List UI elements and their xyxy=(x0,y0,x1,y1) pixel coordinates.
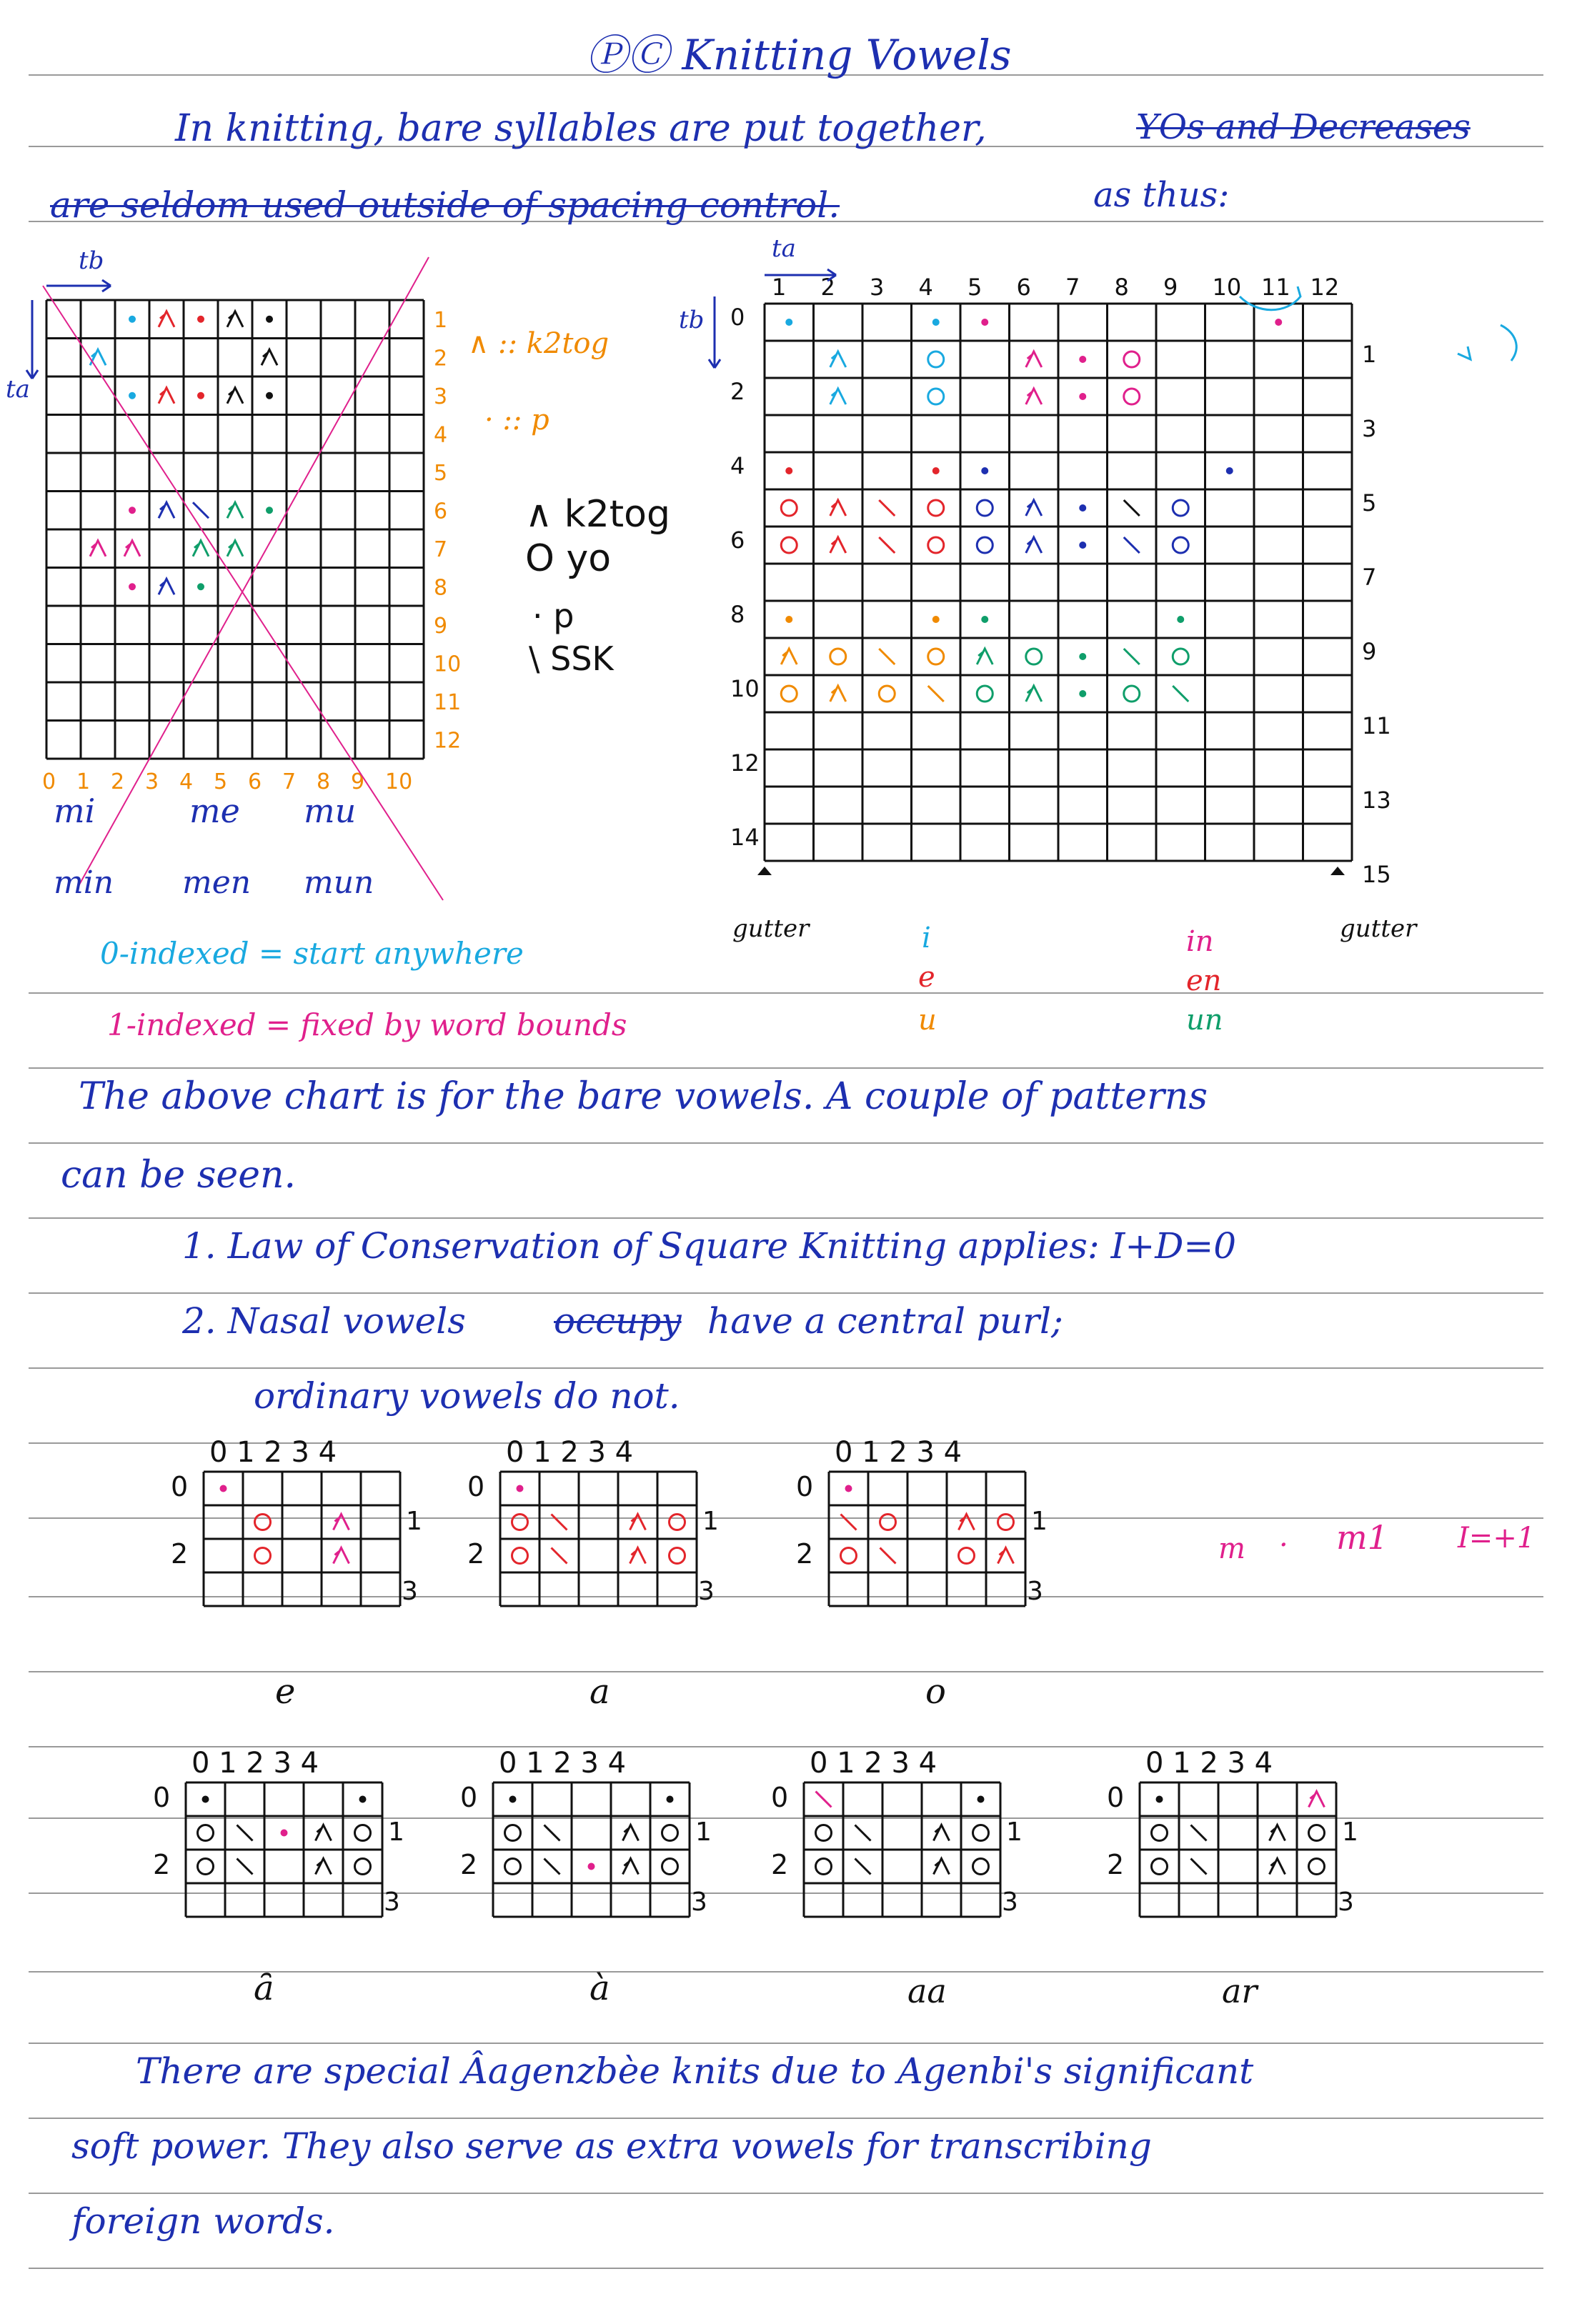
purl-dot xyxy=(509,1796,517,1803)
small-chart-row-number: 6 xyxy=(434,499,448,524)
legend-p: · p xyxy=(532,597,574,635)
small-chart-col-number: 9 xyxy=(351,769,365,794)
m-note-dot: · xyxy=(1279,1529,1288,1562)
yo-circle xyxy=(1152,1859,1168,1875)
k2tog-mark xyxy=(1309,1792,1325,1807)
yo-circle xyxy=(512,1548,528,1564)
yo-circle xyxy=(959,1548,975,1564)
para1-item2-struck: occupy xyxy=(554,1300,682,1342)
big-chart-left-number: 6 xyxy=(730,527,745,554)
yo-circle xyxy=(816,1859,832,1875)
small-chart-row-number: 10 xyxy=(434,652,462,677)
k2tog-mark xyxy=(623,1825,639,1841)
mini-chart-a-circumflex-row-1: 1 xyxy=(388,1817,404,1847)
purl-dot xyxy=(845,1485,852,1492)
vowel-key-e: e xyxy=(918,961,935,994)
k2tog-mark xyxy=(934,1825,950,1841)
big-chart-left-number: 8 xyxy=(730,601,745,628)
para1-item1: 1. Law of Conservation of Square Knitting applies: I+D=0 xyxy=(182,1225,1237,1267)
small-chart-row-number: 3 xyxy=(434,384,448,409)
big-chart-col-number: 8 xyxy=(1114,274,1129,301)
mini-chart-o-row-1: 1 xyxy=(1031,1507,1048,1536)
small-chart-col-number: 1 xyxy=(76,769,91,794)
small-chart-col-number: 2 xyxy=(111,769,125,794)
purl-dot xyxy=(588,1863,595,1870)
ssk-mark xyxy=(880,1548,896,1564)
para2-line1: There are special Âagenzbèe knits due to Agenbi's significant xyxy=(136,2050,1254,2092)
mini-chart-a-grave-row-3: 3 xyxy=(691,1887,707,1917)
k2tog-mark xyxy=(623,1859,639,1875)
mini-chart-a-row-3: 3 xyxy=(698,1577,715,1606)
mini-chart-ar-row-3: 3 xyxy=(1338,1887,1354,1917)
ssk-mark xyxy=(552,1515,567,1530)
syllable-min: min xyxy=(54,864,114,901)
ssk-mark xyxy=(855,1825,871,1841)
big-chart-right-number: 3 xyxy=(1362,415,1377,442)
big-chart-right-number: 13 xyxy=(1362,787,1391,814)
para2-line2: soft power. They also serve as extra vowels for transcribing xyxy=(71,2125,1152,2167)
k2tog-mark xyxy=(1270,1825,1285,1841)
small-chart-col-number: 5 xyxy=(214,769,228,794)
mini-chart-a-grave-row-2: 2 xyxy=(460,1849,478,1880)
small-chart-col-number: 0 xyxy=(42,769,56,794)
small-chart-col-number: 4 xyxy=(179,769,194,794)
yo-circle xyxy=(198,1859,214,1875)
yo-circle xyxy=(973,1859,989,1875)
small-chart-row-number: 9 xyxy=(434,614,448,639)
small-chart-row-number: 11 xyxy=(434,690,462,715)
yo-circle xyxy=(998,1515,1014,1530)
page-title: ⓅⒸ Knitting Vowels xyxy=(586,31,1012,79)
syllable-men: men xyxy=(182,864,252,901)
big-chart-right-number: 15 xyxy=(1362,861,1391,888)
big-chart-left-number: 0 xyxy=(730,304,745,331)
intro-line-1: In knitting, bare syllables are put together, xyxy=(175,107,987,150)
mini-chart-a-grave-row-1: 1 xyxy=(695,1817,712,1847)
big-chart-col-number: 10 xyxy=(1212,274,1242,301)
ssk-mark xyxy=(1191,1859,1207,1875)
mini-chart-a-row-2: 2 xyxy=(467,1538,485,1570)
small-chart-col-number: 3 xyxy=(145,769,159,794)
big-chart-left-number: 10 xyxy=(730,675,760,702)
mini-chart-aa-row-3: 3 xyxy=(1002,1887,1018,1917)
purl-dot xyxy=(667,1796,674,1803)
purl-dot xyxy=(977,1796,985,1803)
small-chart-row-number: 12 xyxy=(434,728,462,754)
k2tog-mark xyxy=(959,1515,975,1530)
legend-k2tog-orange: ∧ :: k2tog xyxy=(468,327,610,360)
ssk-mark xyxy=(1191,1825,1207,1841)
big-chart-col-number: 6 xyxy=(1016,274,1031,301)
small-chart-row-number: 2 xyxy=(434,346,448,371)
big-chart-left-number: 12 xyxy=(730,749,760,777)
ssk-mark xyxy=(855,1859,871,1875)
mini-chart-aa-row-0: 0 xyxy=(771,1782,789,1813)
intro-line-2-insert: as thus: xyxy=(1093,175,1230,215)
mini-chart-a-row-0: 0 xyxy=(467,1471,485,1502)
big-chart-col-number: 2 xyxy=(820,274,835,301)
mini-chart-a-circumflex-col-numbers: 0 1 2 3 4 xyxy=(191,1747,319,1780)
vowel-key-en: en xyxy=(1186,964,1222,997)
yo-circle xyxy=(662,1859,678,1875)
small-chart-row-number: 8 xyxy=(434,575,448,601)
small-chart-row-number: 4 xyxy=(434,422,448,448)
vowel-key-i: i xyxy=(922,922,931,954)
yo-circle xyxy=(198,1825,214,1841)
small-chart-col-number: 8 xyxy=(317,769,331,794)
purl-dot xyxy=(281,1830,288,1837)
legend-ssk: \ SSK xyxy=(529,639,614,678)
mini-chart-a-grave-row-0: 0 xyxy=(460,1782,478,1813)
label-a-circumflex: ȃ xyxy=(254,1968,274,2008)
mini-chart-o-row-0: 0 xyxy=(796,1471,814,1502)
mini-chart-aa-row-2: 2 xyxy=(771,1849,789,1880)
yo-circle xyxy=(841,1548,857,1564)
mini-chart-e-col-numbers: 0 1 2 3 4 xyxy=(209,1436,337,1469)
mini-chart-a-row-1: 1 xyxy=(702,1507,719,1536)
label-o: o xyxy=(925,1672,946,1712)
mini-chart-ar-row-1: 1 xyxy=(1342,1817,1358,1847)
para1-item3: ordinary vowels do not. xyxy=(254,1375,680,1417)
big-chart-right-number: 1 xyxy=(1362,341,1377,368)
yo-circle xyxy=(662,1825,678,1841)
purl-dot xyxy=(517,1485,524,1492)
yo-circle xyxy=(505,1825,521,1841)
mini-chart-ar-col-numbers: 0 1 2 3 4 xyxy=(1145,1747,1273,1780)
syllable-mu: mu xyxy=(304,792,357,830)
mini-chart-e-row-0: 0 xyxy=(171,1471,189,1502)
big-chart-col-number: 12 xyxy=(1310,274,1340,301)
ssk-mark xyxy=(841,1515,857,1530)
yo-circle xyxy=(1152,1825,1168,1841)
big-chart-left-number: 4 xyxy=(730,452,745,479)
mini-chart-o-row-3: 3 xyxy=(1027,1577,1043,1606)
small-chart-row-number: 1 xyxy=(434,308,448,333)
yo-circle xyxy=(880,1515,896,1530)
intro-line-2-struck: are seldom used outside of spacing control. xyxy=(50,184,840,226)
yo-circle xyxy=(816,1825,832,1841)
ssk-mark xyxy=(544,1859,560,1875)
k2tog-mark xyxy=(316,1859,332,1875)
big-chart-right-number: 7 xyxy=(1362,564,1377,591)
k2tog-mark xyxy=(934,1859,950,1875)
zero-indexed-note: 0-indexed = start anywhere xyxy=(100,936,524,971)
big-chart-right-number: 5 xyxy=(1362,489,1377,517)
mini-chart-e-row-2: 2 xyxy=(171,1538,189,1570)
purl-dot xyxy=(1156,1796,1163,1803)
yo-circle xyxy=(255,1515,271,1530)
gutter-label-right: gutter xyxy=(1340,914,1417,943)
small-chart-col-number: 10 xyxy=(385,769,413,794)
big-chart-col-number: 3 xyxy=(870,274,885,301)
mini-chart-aa-col-numbers: 0 1 2 3 4 xyxy=(810,1747,937,1780)
k2tog-mark xyxy=(334,1515,349,1530)
small-chart-axis-ta: ta xyxy=(6,375,30,404)
k2tog-mark xyxy=(334,1548,349,1564)
mini-chart-a-circumflex-row-2: 2 xyxy=(153,1849,171,1880)
yo-circle xyxy=(512,1515,528,1530)
big-chart-col-number: 4 xyxy=(918,274,933,301)
mini-chart-a-circumflex-row-0: 0 xyxy=(153,1782,171,1813)
yo-circle xyxy=(355,1859,371,1875)
yo-circle xyxy=(355,1825,371,1841)
mini-chart-aa-row-1: 1 xyxy=(1006,1817,1023,1847)
purl-dot xyxy=(202,1796,209,1803)
m-note-inc: I=+1 xyxy=(1458,1522,1536,1555)
k2tog-mark xyxy=(316,1825,332,1841)
mini-chart-a-grave-col-numbers: 0 1 2 3 4 xyxy=(499,1747,627,1780)
small-chart-axis-tb: tb xyxy=(79,246,104,275)
legend-k2tog: ∧ k2tog xyxy=(525,493,670,536)
one-indexed-note: 1-indexed = fixed by word bounds xyxy=(107,1007,627,1042)
big-chart-col-number: 1 xyxy=(772,274,787,301)
small-chart-col-number: 7 xyxy=(282,769,297,794)
para1-item2-a: 2. Nasal vowels xyxy=(182,1300,466,1342)
para1-line1: The above chart is for the bare vowels. A couple of patterns xyxy=(79,1075,1208,1118)
ssk-mark xyxy=(552,1548,567,1564)
para1-line2: can be seen. xyxy=(61,1154,296,1197)
yo-circle xyxy=(670,1515,685,1530)
purl-dot xyxy=(220,1485,227,1492)
label-e: e xyxy=(275,1672,296,1712)
yo-circle xyxy=(505,1859,521,1875)
vowel-key-in: in xyxy=(1186,925,1214,958)
k2tog-mark xyxy=(1270,1859,1285,1875)
small-chart-row-number: 5 xyxy=(434,461,448,486)
mini-chart-ar-row-0: 0 xyxy=(1107,1782,1125,1813)
mini-chart-e-row-3: 3 xyxy=(402,1577,418,1606)
intro-line-1-struck: YOs and Decreases xyxy=(1136,107,1471,147)
yo-circle xyxy=(973,1825,989,1841)
big-chart-right-number: 9 xyxy=(1362,638,1377,665)
big-chart-right-number: 11 xyxy=(1362,712,1391,739)
yo-circle xyxy=(670,1548,685,1564)
k2tog-mark xyxy=(998,1548,1014,1564)
syllable-mun: mun xyxy=(304,864,374,901)
gutter-label-left: gutter xyxy=(732,914,810,943)
mini-chart-a-col-numbers: 0 1 2 3 4 xyxy=(506,1436,634,1469)
purl-dot xyxy=(359,1796,367,1803)
label-a-grave: à xyxy=(590,1968,610,2008)
big-chart-axis-tb: tb xyxy=(679,306,705,334)
para2-line3: foreign words. xyxy=(71,2200,335,2242)
label-aa: aa xyxy=(907,1972,947,2010)
legend-yo: O yo xyxy=(525,537,612,580)
big-chart-col-number: 11 xyxy=(1261,274,1290,301)
label-a: a xyxy=(590,1672,610,1712)
small-chart-col-number: 6 xyxy=(248,769,262,794)
mini-chart-o-col-numbers: 0 1 2 3 4 xyxy=(835,1436,962,1469)
label-ar: ar xyxy=(1222,1972,1258,2010)
yo-circle xyxy=(255,1548,271,1564)
big-chart-left-number: 14 xyxy=(730,824,760,851)
m-note-m1: m1 xyxy=(1336,1518,1388,1557)
vowel-key-un: un xyxy=(1186,1004,1223,1037)
big-chart-col-number: 5 xyxy=(967,274,983,301)
big-chart-left-number: 2 xyxy=(730,378,745,405)
k2tog-mark xyxy=(630,1515,646,1530)
syllable-me: me xyxy=(189,792,240,830)
ssk-mark xyxy=(544,1825,560,1841)
mini-chart-a-circumflex-row-3: 3 xyxy=(384,1887,400,1917)
vowel-key-u: u xyxy=(918,1004,937,1037)
mini-chart-o-row-2: 2 xyxy=(796,1538,814,1570)
yo-circle xyxy=(1309,1859,1325,1875)
legend-p-orange: · :: p xyxy=(484,404,549,437)
big-chart-col-number: 7 xyxy=(1065,274,1080,301)
mini-chart-ar-row-2: 2 xyxy=(1107,1849,1125,1880)
mini-chart-e-row-1: 1 xyxy=(406,1507,422,1536)
big-chart-axis-ta: ta xyxy=(772,234,796,263)
m-note-m: m xyxy=(1218,1532,1245,1565)
para1-item2-b: have a central purl; xyxy=(707,1300,1063,1342)
small-chart-row-number: 7 xyxy=(434,537,448,562)
k2tog-mark xyxy=(630,1548,646,1564)
syllable-mi: mi xyxy=(54,792,96,830)
ssk-mark xyxy=(816,1792,832,1807)
yo-circle xyxy=(1309,1825,1325,1841)
ssk-mark xyxy=(237,1859,253,1875)
big-chart-col-number: 9 xyxy=(1163,274,1178,301)
ssk-mark xyxy=(237,1825,253,1841)
